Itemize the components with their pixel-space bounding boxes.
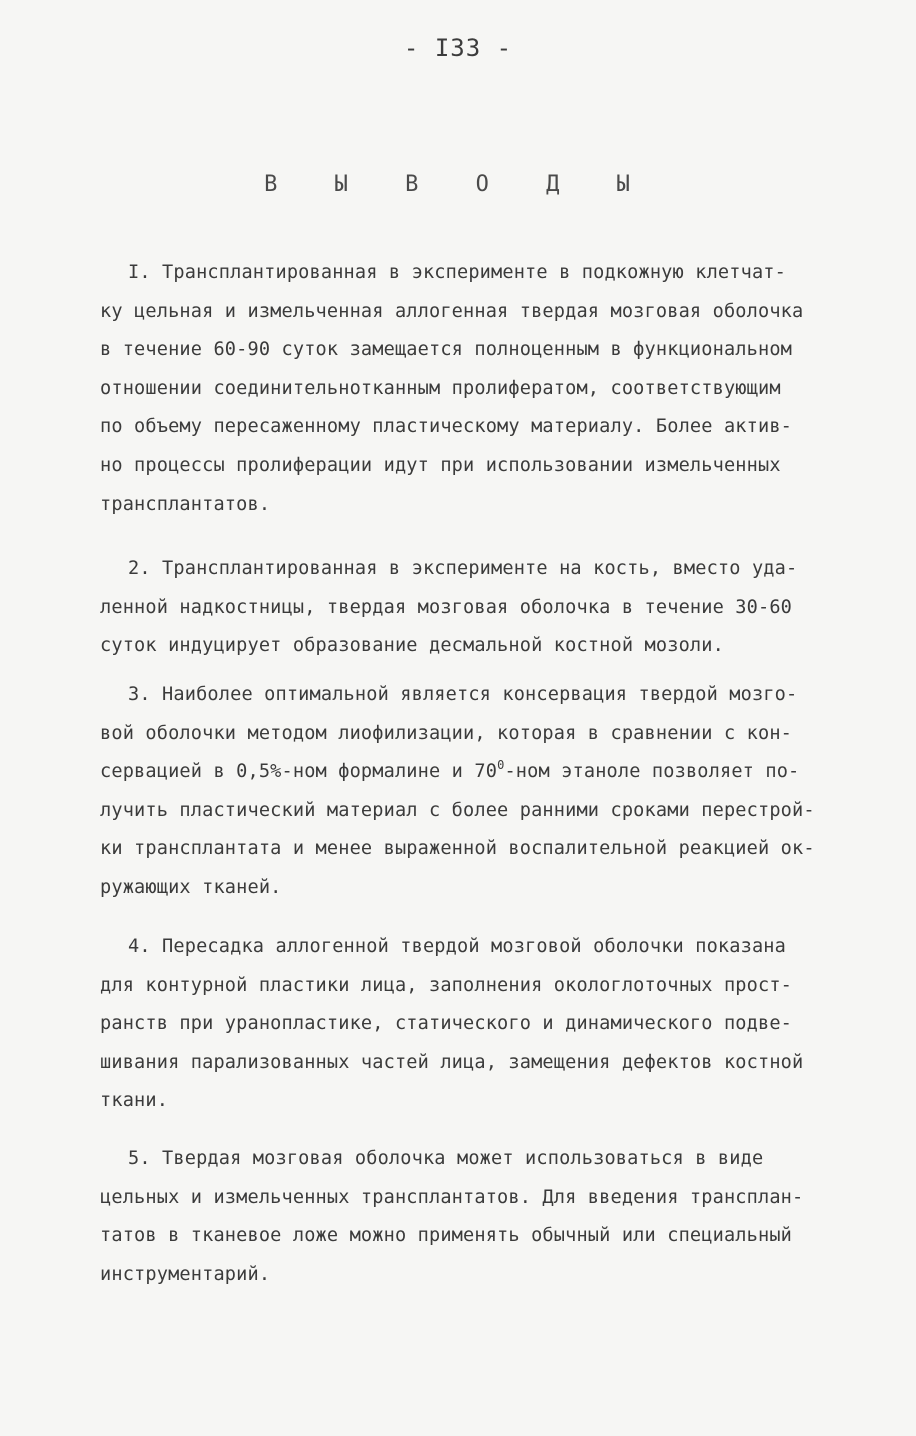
conclusion-paragraph-3 [100,676,870,908]
text-line: 5. Твердая мозговая оболочка может использоваться в виде [128,1148,764,1169]
text-line: инструментарий. [100,1263,271,1285]
text-line: шивания парализованных частей лица, замещения дефектов костной [100,1051,804,1073]
text-line: вой оболочки методом лиофилизации, которая в сравнении с кон- [100,722,793,744]
text-line: для контурной пластики лица, заполнения окологлоточных прост- [100,974,793,996]
text-line: 2. Трансплантированная в эксперименте на кость, вместо уда- [128,558,798,579]
conclusion-paragraph-2 [100,550,870,666]
text-line: в течение 60-90 суток замещается полноценным в функциональном [100,339,793,361]
text-line: I. Трансплантированная в эксперименте в подкожную клетчат- [128,262,786,283]
text-line: но процессы пролиферации идут при использовании измельченных [100,454,781,476]
page-number: - I33 - [403,34,513,62]
conclusion-paragraph-4 [100,928,870,1121]
text-line: суток индуцирует образование десмальной костной мозоли. [100,635,724,657]
text-line: 3. Наиболее оптимальной является консервация твердой мозго- [128,684,798,705]
text-line: ранств при уранопластике, статического и динамического подве- [100,1013,793,1035]
text-line [100,753,870,792]
text-line: татов в тканевое ложе можно применять обычный или специальный [100,1225,793,1247]
text-line: 4. Пересадка аллогенной твердой мозговой оболочки показана [128,936,786,957]
text-line: ки трансплантата и менее выраженной воспалительной реакцией ок- [100,838,815,860]
degree-superscript: 0 [497,758,505,773]
text-line: ку цельная и измельченная аллогенная твердая мозговая оболочка [100,300,804,322]
text-line: ленной надкостницы, твердая мозговая оболочка в течение 30-60 [100,596,793,618]
conclusion-paragraph-5 [100,1140,870,1294]
text-line: ружающих тканей. [100,876,282,898]
conclusion-paragraph-1 [100,254,870,524]
text-segment: сервацией в 0,5%-ном формалине и 70 [100,761,498,783]
text-line: лучить пластический материал с более ранними сроками перестрой- [100,799,815,821]
text-line: по объему пересаженному пластическому материалу. Более актив- [100,416,793,438]
text-line: ткани. [100,1090,169,1112]
text-line: отношении соединительнотканным пролифератом, соответствующим [100,377,781,399]
text-segment: -ном этаноле позволяет по- [504,761,800,783]
text-line: цельных и измельченных трансплантатов. Для введения трансплан- [100,1186,804,1208]
text-line: трансплантатов. [100,493,271,515]
section-heading: В Ы В О Д Ы [264,172,652,197]
